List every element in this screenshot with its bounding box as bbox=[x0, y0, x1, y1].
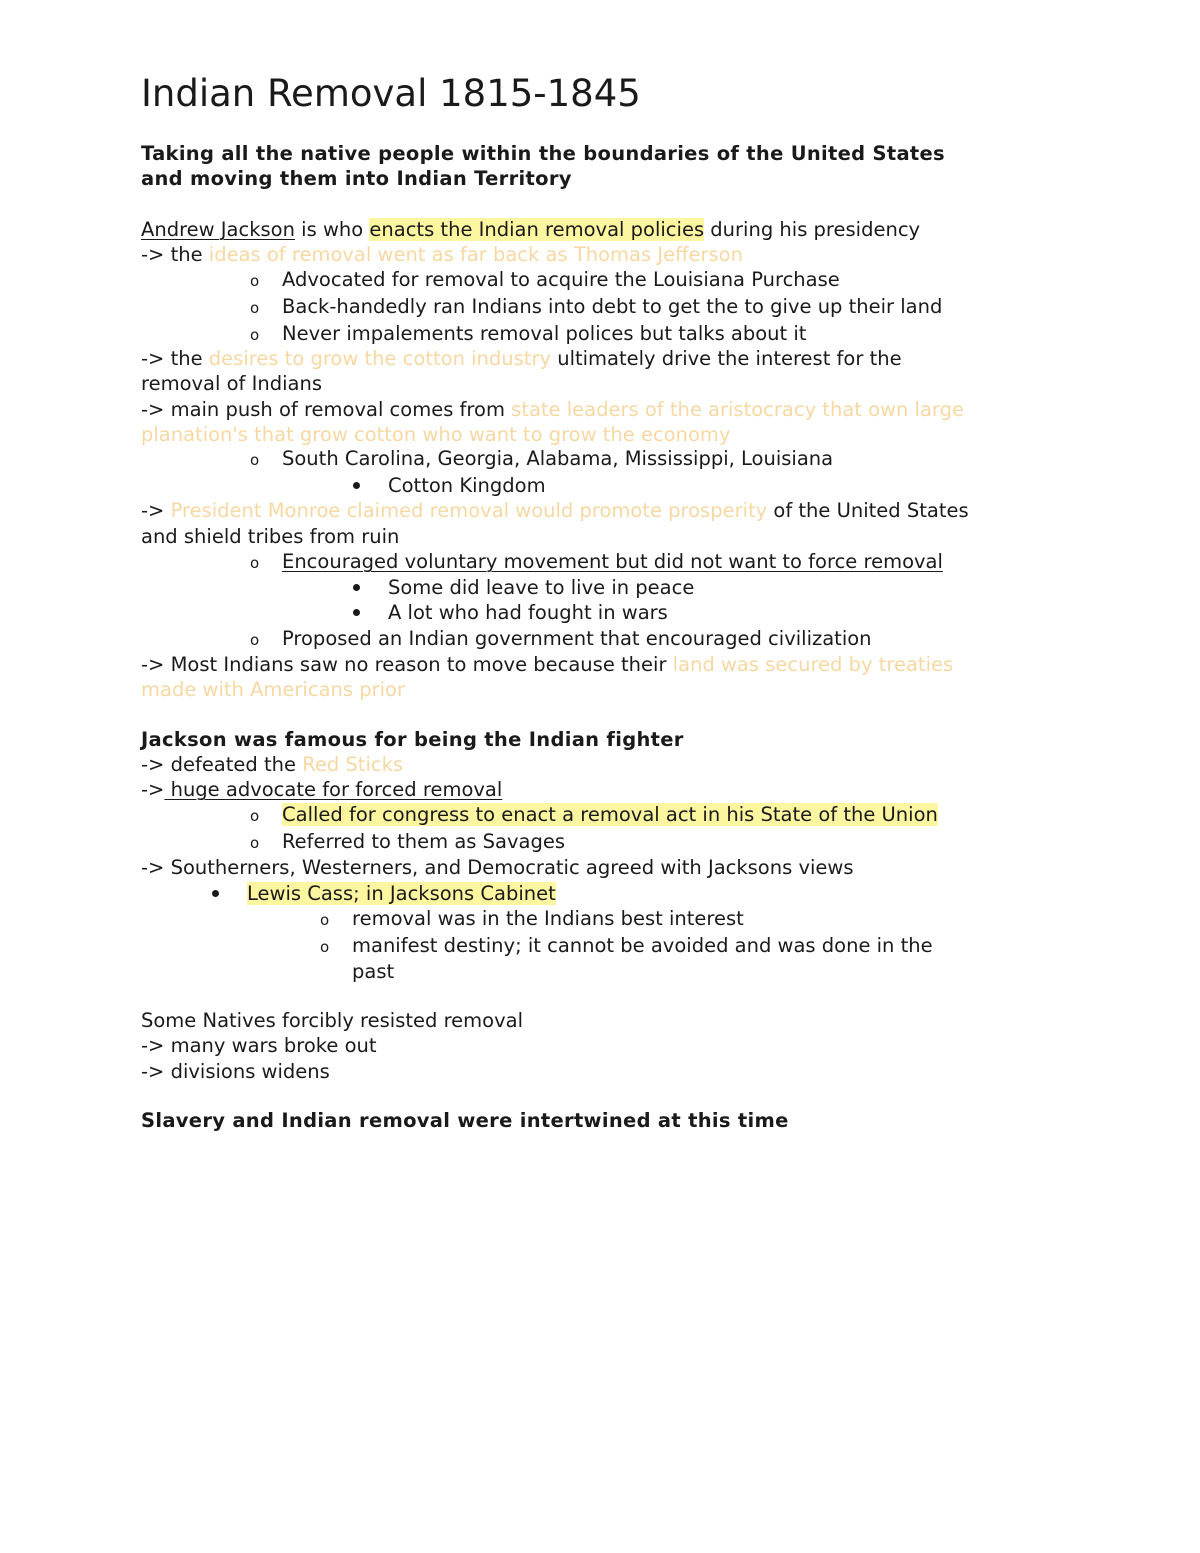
bullet-dot-icon bbox=[212, 890, 219, 897]
document-title: Indian Removal 1815-1845 bbox=[141, 72, 641, 115]
list-item: removal was in the Indians best interest bbox=[352, 907, 744, 930]
section-heading: Taking all the native people within the boundaries of the United States bbox=[141, 142, 945, 165]
text-line bbox=[141, 397, 964, 422]
text-span: -> bbox=[141, 499, 171, 522]
faint-text: ideas of removal went as far back as Thomas Jefferson bbox=[208, 243, 743, 266]
list-item: Back-handedly ran Indians into debt to get the to give up their land bbox=[282, 295, 943, 318]
section-heading: and moving them into Indian Territory bbox=[141, 167, 572, 190]
underlined-text: Andrew Jackson bbox=[141, 218, 295, 241]
section-heading: Slavery and Indian removal were intertwined at this time bbox=[141, 1109, 789, 1132]
list-item: A lot who had fought in wars bbox=[388, 601, 668, 624]
faint-text: state leaders of the aristocracy that own large bbox=[511, 398, 964, 421]
list-item: Cotton Kingdom bbox=[388, 474, 546, 497]
text-span: -> main push of removal comes from bbox=[141, 398, 512, 421]
text-line: Some Natives forcibly resisted removal bbox=[141, 1009, 524, 1032]
text-line bbox=[141, 652, 953, 677]
text-line: -> Southerners, Westerners, and Democratic agreed with Jacksons views bbox=[141, 856, 854, 879]
underlined-text: huge advocate for forced removal bbox=[164, 778, 503, 801]
text-span: -> bbox=[141, 778, 165, 801]
list-item bbox=[247, 881, 556, 906]
list-item: South Carolina, Georgia, Alabama, Mississippi, Louisiana bbox=[282, 447, 834, 470]
bullet-dot-icon bbox=[353, 609, 360, 616]
circle-bullet-icon: o bbox=[320, 938, 330, 956]
list-item-continuation: past bbox=[352, 960, 395, 983]
text-span: ultimately drive the interest for the bbox=[551, 347, 902, 370]
faint-text: Red Sticks bbox=[302, 753, 404, 776]
text-line bbox=[141, 346, 902, 371]
text-span: -> Most Indians saw no reason to move because their bbox=[141, 653, 673, 676]
bullet-dot-icon bbox=[353, 482, 360, 489]
faint-text: land was secured by treaties bbox=[672, 653, 954, 676]
circle-bullet-icon: o bbox=[250, 807, 260, 825]
text-line bbox=[141, 777, 502, 802]
circle-bullet-icon: o bbox=[250, 834, 260, 852]
list-item: manifest destiny; it cannot be avoided and was done in the bbox=[352, 934, 933, 957]
text-line: -> many wars broke out bbox=[141, 1034, 377, 1057]
text-line bbox=[141, 752, 403, 777]
text-span: -> defeated the bbox=[141, 753, 303, 776]
list-item: Advocated for removal to acquire the Louisiana Purchase bbox=[282, 268, 840, 291]
highlighted-text: Lewis Cass; in Jacksons Cabinet bbox=[247, 882, 556, 905]
text-line bbox=[141, 217, 920, 242]
bullet-dot-icon bbox=[353, 584, 360, 591]
highlighted-text: enacts the Indian removal policies bbox=[369, 218, 705, 241]
circle-bullet-icon: o bbox=[320, 911, 330, 929]
text-span: is who bbox=[294, 218, 370, 241]
section-heading: Jackson was famous for being the Indian fighter bbox=[141, 728, 684, 751]
list-item: Encouraged voluntary movement but did not want to force removal bbox=[282, 550, 943, 573]
circle-bullet-icon: o bbox=[250, 326, 260, 344]
faint-text: desires to grow the cotton industry bbox=[208, 347, 552, 370]
faint-text: made with Americans prior bbox=[141, 678, 406, 701]
circle-bullet-icon: o bbox=[250, 299, 260, 317]
list-item: Never impalements removal polices but talks about it bbox=[282, 322, 807, 345]
circle-bullet-icon: o bbox=[250, 554, 260, 572]
text-line bbox=[141, 498, 969, 523]
text-line: and shield tribes from ruin bbox=[141, 525, 400, 548]
faint-text: planation's that grow cotton who want to grow the economy bbox=[141, 423, 731, 446]
text-line: removal of Indians bbox=[141, 372, 322, 395]
text-span: -> the bbox=[141, 243, 209, 266]
text-span: -> the bbox=[141, 347, 209, 370]
list-item: Proposed an Indian government that encouraged civilization bbox=[282, 627, 872, 650]
circle-bullet-icon: o bbox=[250, 272, 260, 290]
text-span: during his presidency bbox=[704, 218, 921, 241]
text-span: of the United States bbox=[767, 499, 969, 522]
highlighted-text: Called for congress to enact a removal act in his State of the Union bbox=[282, 803, 938, 826]
circle-bullet-icon: o bbox=[250, 631, 260, 649]
list-item: Referred to them as Savages bbox=[282, 830, 565, 853]
list-item: Some did leave to live in peace bbox=[388, 576, 695, 599]
list-item bbox=[282, 802, 938, 827]
text-line bbox=[141, 242, 743, 267]
faint-text: President Monroe claimed removal would promote prosperity bbox=[170, 499, 768, 522]
text-line: -> divisions widens bbox=[141, 1060, 330, 1083]
circle-bullet-icon: o bbox=[250, 451, 260, 469]
